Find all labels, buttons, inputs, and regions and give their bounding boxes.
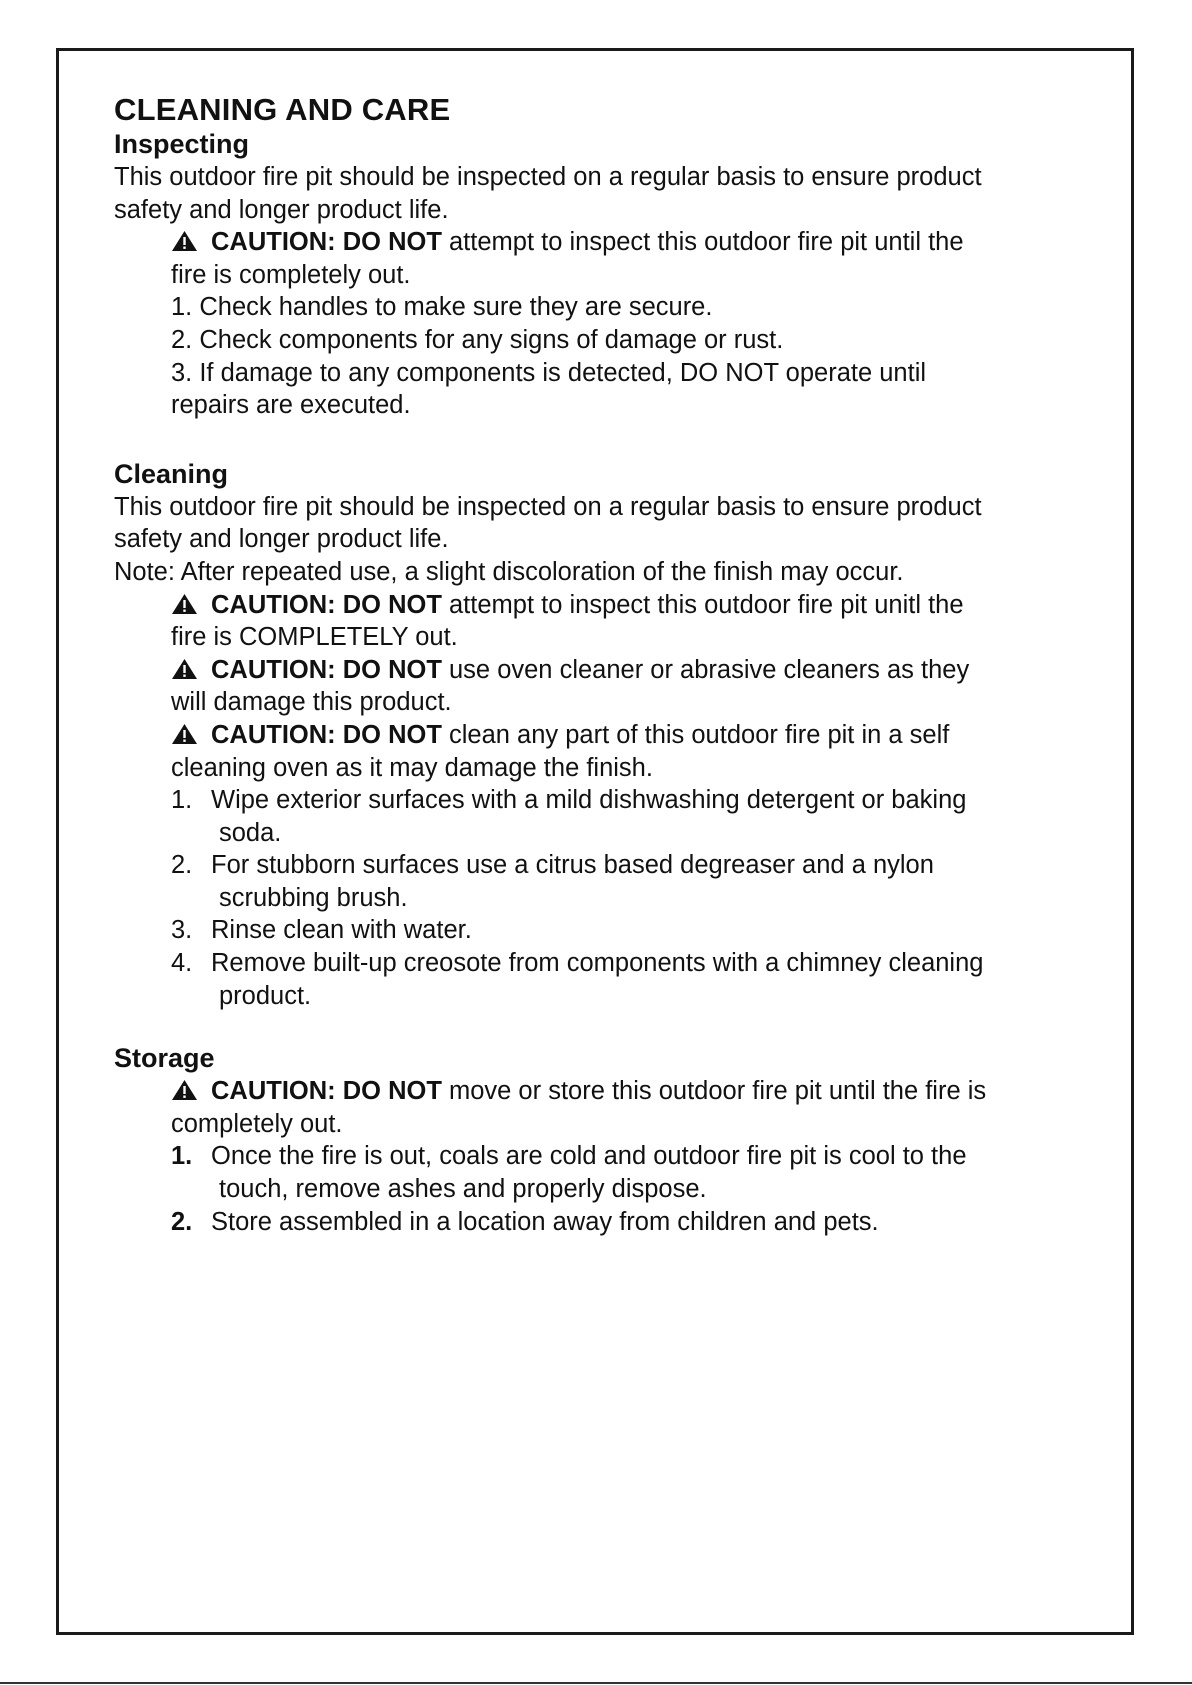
step-number: 3. [171, 916, 193, 945]
storage-caution [171, 1075, 1094, 1140]
footer-rule [0, 1682, 1192, 1684]
step-text-cont: touch, remove ashes and properly dispose. [219, 1175, 707, 1204]
storage-heading: Storage [114, 1043, 215, 1074]
inspecting-intro-line-2: safety and longer product life. [114, 195, 449, 224]
cleaning-caution-1 [171, 589, 1094, 654]
caution-text-cont: cleaning oven as it may damage the finish. [171, 753, 653, 782]
step-text: Remove built-up creosote from components with a chimney cleaning [211, 949, 984, 978]
step-number: 2. [171, 851, 193, 880]
cleaning-step-3 [171, 914, 1094, 947]
caution-text: attempt to inspect this outdoor fire pit until the [441, 228, 964, 257]
cleaning-heading: Cleaning [114, 458, 229, 489]
step-text-cont: product. [219, 981, 312, 1010]
caution-label: CAUTION: DO NOT [211, 720, 442, 749]
cleaning-intro-line-1: This outdoor fire pit should be inspected on a regular basis to ensure product [114, 492, 982, 521]
cleaning-intro-line-2: safety and longer product life. [114, 525, 449, 554]
storage-step-2 [171, 1206, 1094, 1239]
cleaning-caution-3 [171, 719, 1094, 784]
caution-text-cont: completely out. [171, 1109, 343, 1138]
cleaning-caution-2 [171, 654, 1094, 719]
inspecting-step-1: 1. Check handles to make sure they are secure. [171, 293, 713, 322]
caution-text: clean any part of this outdoor fire pit in a self [441, 720, 950, 749]
inspecting-intro-line-1: This outdoor fire pit should be inspected on a regular basis to ensure product [114, 163, 982, 191]
spacer [114, 422, 1094, 458]
step-text: For stubborn surfaces use a citrus based degreaser and a nylon [211, 851, 934, 880]
cleaning-step-1 [171, 784, 1094, 849]
caution-text-cont: fire is completely out. [171, 260, 411, 289]
caution-text-cont: fire is COMPLETELY out. [171, 623, 458, 652]
step-number: 1. [171, 786, 193, 815]
step-number: 1. [171, 1142, 193, 1171]
caution-label: CAUTION: DO NOT [211, 590, 442, 619]
spacer [114, 1012, 1094, 1042]
step-text: Wipe exterior surfaces with a mild dishwashing detergent or baking [211, 786, 967, 815]
cleaning-step-4 [171, 947, 1094, 1012]
caution-text: use oven cleaner or abrasive cleaners as they [441, 655, 970, 684]
storage-step-1 [171, 1140, 1094, 1205]
caution-label: CAUTION: DO NOT [211, 228, 442, 257]
step-number: 4. [171, 949, 193, 978]
inspecting-caution [171, 226, 1094, 291]
inspecting-heading: Inspecting [114, 129, 250, 159]
step-text: Store assembled in a location away from children and pets. [211, 1207, 879, 1236]
page-title: CLEANING AND CARE [114, 92, 451, 127]
caution-text-cont: will damage this product. [171, 688, 452, 717]
cleaning-note: Note: After repeated use, a slight discoloration of the finish may occur. [114, 557, 904, 586]
step-text: Rinse clean with water. [211, 916, 472, 945]
warning-triangle-icon [171, 723, 198, 745]
inspecting-step-3-cont: repairs are executed. [171, 391, 411, 420]
inspecting-step-3: 3. If damage to any components is detected, DO NOT operate until [171, 358, 927, 387]
caution-text: attempt to inspect this outdoor fire pit unitl the [441, 590, 964, 619]
cleaning-step-2 [171, 849, 1094, 914]
caution-label: CAUTION: DO NOT [211, 655, 442, 684]
step-text-cont: soda. [219, 818, 282, 847]
caution-label: CAUTION: DO NOT [211, 1077, 442, 1106]
inspecting-step-2: 2. Check components for any signs of damage or rust. [171, 325, 784, 354]
warning-triangle-icon [171, 658, 198, 680]
warning-triangle-icon [171, 230, 198, 252]
step-text: Once the fire is out, coals are cold and outdoor fire pit is cool to the [211, 1142, 967, 1171]
warning-triangle-icon [171, 593, 198, 615]
warning-triangle-icon [171, 1079, 198, 1101]
caution-text: move or store this outdoor fire pit until the fire is [441, 1077, 987, 1106]
step-number: 2. [171, 1207, 193, 1236]
step-text-cont: scrubbing brush. [219, 883, 408, 912]
document-body [114, 92, 1094, 1238]
